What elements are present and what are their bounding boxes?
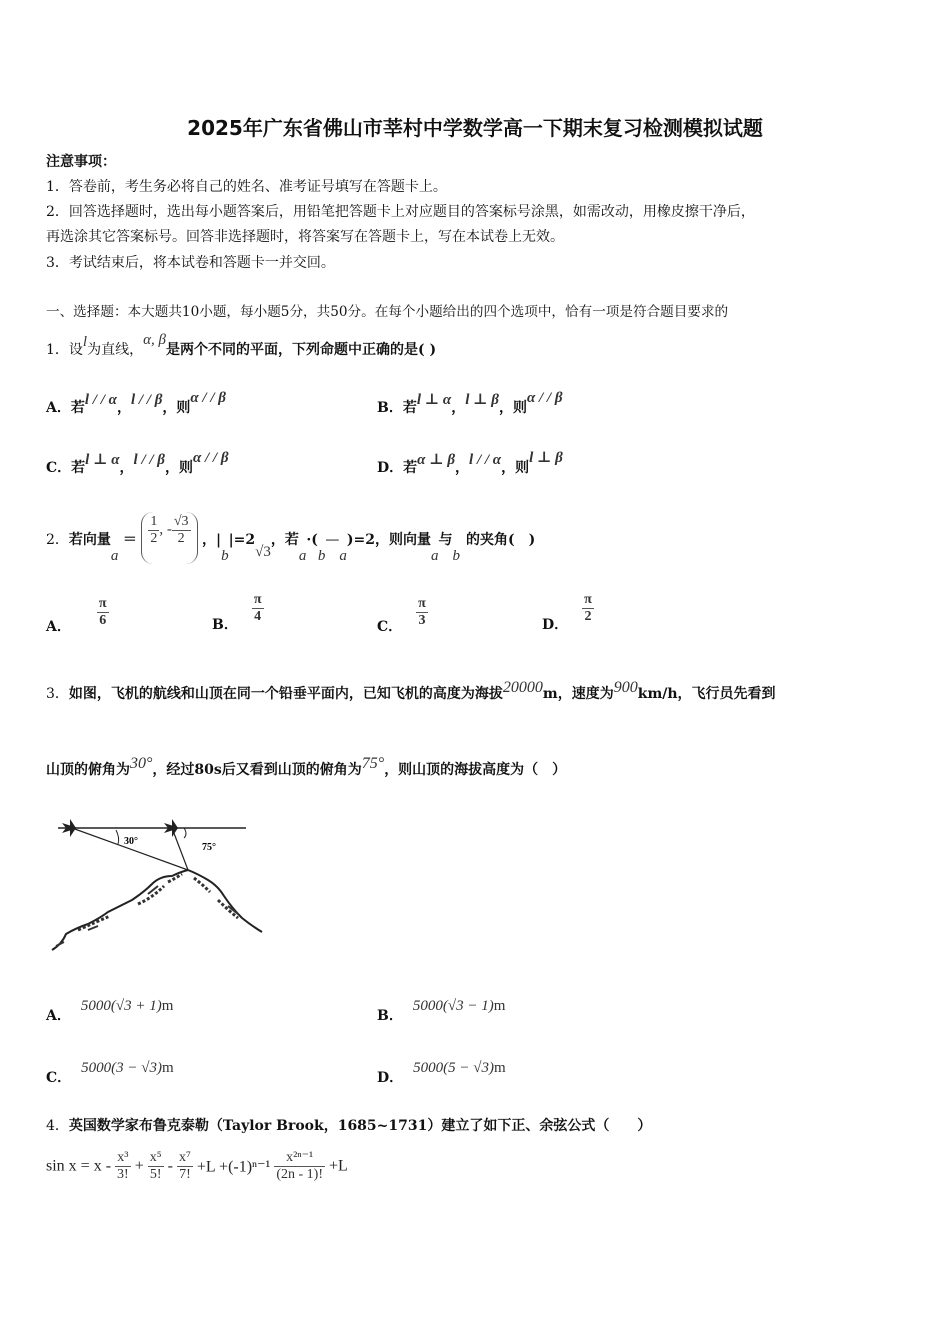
section-heading: 一、选择题：本大题共10小题，每小题5分，共50分。在每个小题给出的四个选项中，恰有一项是符合题目要求的 [46, 304, 729, 320]
q3-option-a[interactable]: A．5000(√3 + 1)m [46, 998, 174, 1024]
question-1-stem: 1．设l为直线，α, β是两个不同的平面，下列命题中正确的是( ) [46, 332, 437, 358]
q2-option-d[interactable]: D． $\frac{\pi}{2}$ [542, 592, 592, 633]
question-3-stem-line1: 3．如图，飞机的航线和山顶在同一个铅垂平面内，已知飞机的高度为海拔20000m，速度为900km/h，飞行员先看到 [46, 679, 776, 702]
question-4-stem: 4．英国数学家布鲁克泰勒（Taylor Brook，1685~1731）建立了如下正、余弦公式（ ） [46, 1118, 652, 1134]
notice-item-3: 3．考试结束后，将本试卷和答题卡一并交回。 [46, 255, 335, 271]
q1-option-b[interactable]: B．若l ⊥ α，l ⊥ β，则α / / β [377, 390, 563, 416]
q3-option-d[interactable]: D．5000(5 − √3)m [377, 1060, 506, 1086]
q1-option-c[interactable]: C．若l ⊥ α，l / / β，则α / / β [46, 450, 229, 476]
q3-option-c[interactable]: C．5000(3 − √3)m [46, 1060, 174, 1086]
question-2-stem: 2．若向量a ＝ $\frac{1}{2}$ , - $\frac{√3}{2}$ ，|b|=2√3，若a·(b—a)=2，则向量a与b的夹角( ) [46, 514, 536, 564]
taylor-formula: sin x = x - $\frac{\text{x³}}{3!}$ + $\frac{\text{x⁵}}{5!}$ - $\frac{\text{x⁷}}{7!}$ +L +(-1)ⁿ⁻¹ $\frac{\text{x²ⁿ⁻¹}}{(2n - 1)!}$ +L [46, 1150, 348, 1182]
airplane-mountain-figure [48, 806, 266, 952]
page-title: 2025年广东省佛山市莘村中学数学高一下期末复习检测模拟试题 [187, 116, 763, 140]
svg-text:30°: 30° [124, 836, 138, 847]
notice-item-2-cont: 再选涂其它答案标号。回答非选择题时，将答案写在答题卡上，写在本试卷上无效。 [46, 229, 564, 245]
notice-heading: 注意事项： [46, 154, 116, 170]
notice-item-1: 1．答卷前，考生务必将自己的姓名、准考证号填写在答题卡上。 [46, 179, 447, 195]
q2-option-b[interactable]: B． $\frac{\pi}{4}$ [212, 592, 262, 633]
q2-option-c[interactable]: C． $\frac{\pi}{3}$ [377, 596, 426, 635]
q1-option-d[interactable]: D．若α ⊥ β，l / / α，则l ⊥ β [377, 450, 563, 476]
q2-option-a[interactable]: A． $\frac{\pi}{6}$ [46, 596, 107, 635]
svg-text:75°: 75° [202, 842, 216, 853]
q1-option-a[interactable]: A．若l / / α，l / / β，则α / / β [46, 390, 226, 416]
notice-item-2: 2．回答选择题时，选出每小题答案后，用铅笔把答题卡上对应题目的答案标号涂黑，如需改动，用橡皮擦干净后， [46, 204, 755, 220]
question-3-stem-line2: 山顶的俯角为30°，经过80s后又看到山顶的俯角为75°，则山顶的海拔高度为（ ） [46, 755, 567, 778]
q3-option-b[interactable]: B．5000(√3 − 1)m [377, 998, 506, 1024]
